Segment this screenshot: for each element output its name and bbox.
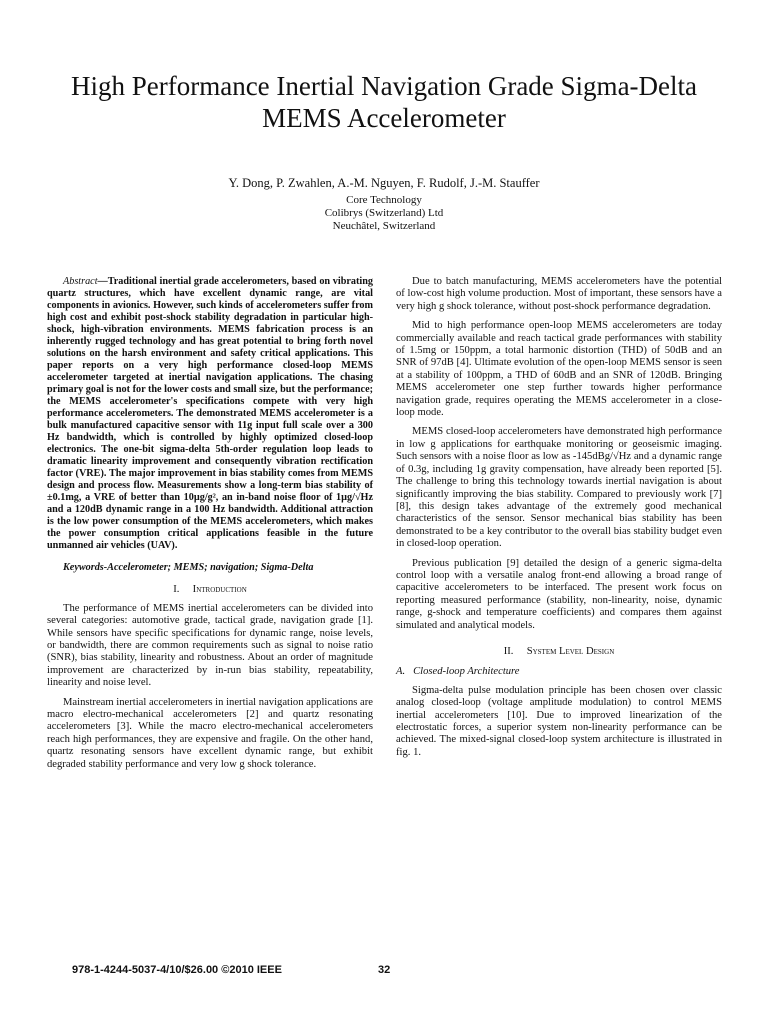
section-heading-system-level-design xyxy=(396,646,722,658)
paper-title: High Performance Inertial Navigation Grade Sigma-Delta MEMS Accelerometer xyxy=(70,71,698,133)
page-number: 32 xyxy=(378,964,391,976)
subsection-heading xyxy=(396,666,722,678)
isbn-copyright: 978-1-4244-5037-4/10/$26.00 ©2010 IEEE xyxy=(72,964,282,976)
abstract-dash: — xyxy=(97,276,108,287)
paragraph: Mid to high performance open-loop MEMS accelerometers are today commercially available and reach tactical grade performances with stability of 1.5mg or 150ppm, a total harmonic distortion (THD) of 50dB and an SNR of 97dB [4]. Ultimate evolution of the open-loop MEMS sensor is seen at a stability of 100ppm, a THD of 60dB and an SNR of 120dB. Bringing MEMS accelerometer one step further towards higher performance navigation grade, requires operating the MEMS accelerometer in a close-loop mode. xyxy=(396,320,722,419)
section-numeral: II. xyxy=(503,645,514,657)
paragraph: Sigma-delta pulse modulation principle has been chosen over classic analog closed-loop (voltage amplitude modulation) to control MEMS inertial accelerometers [10]. Due to improved linearization of the electrostatic forces, a superior system non-linearity performance can be achieved. The mixed-signal closed-loop system architecture is illustrated in fig. 1. xyxy=(396,684,722,758)
paragraph: MEMS closed-loop accelerometers have demonstrated high performance in low g applications for earthquake monitoring or geoseismic imaging. Such sensors with a noise floor as low as -145dBg/√Hz and a dynamic range of 0.3g, including 1g gravity compensation, have already been reported [5]. The challenge to bring this technology towards inertial navigation is about significantly improving the bias stability. Compared to previously work [7] [8], this design takes advantage of the extremely good mechanical characteristics of the sensor. Sensor mechanical bias stability has been demonstrated to be a key contributor to the overall bias stability budget even in closed-loop operation. xyxy=(396,426,722,550)
affiliation-line: Core Technology xyxy=(346,194,422,206)
paragraph: Previous publication [9] detailed the design of a generic sigma-delta control loop with a versatile analog front-end allowing a broad range of capacitive accelerometers to be interfaced. The present work focus on reporting measured performance (stability, non-linearity, noise, dynamic range, g-shock and temperature coefficients) and compares them against simulated and analytical models. xyxy=(396,557,722,631)
affiliation-line: Colibrys (Switzerland) Ltd xyxy=(324,207,444,219)
affiliation xyxy=(40,194,728,233)
keywords: Keywords-Accelerometer; MEMS; navigation; Sigma-Delta xyxy=(63,562,314,573)
subsection-title: Closed-loop Architecture xyxy=(413,666,520,678)
abstract-text: Traditional inertial grade accelerometers, based on vibrating quartz structures, which have excellent dynamic range, are vital components in avionics. However, such kinds of accelerometers suffer from high cost and exhibit post-shock stability degradation in particular high-shock, high-vibration environments. MEMS fabrication process is an inherently rugged technology and has great potential to bring forth novel solutions on the harsh environment and safety critical applications. This paper reports on a very high performance closed-loop MEMS accelerometer targeted at inertial navigation applications. The chasing primary goal is not for the lower costs and small size, but the performance; the MEMS accelerometer's specifications compete with very high performance accelerometers. The demonstrated MEMS accelerometer is a bulk manufactured capacitive sensor with 11g input full scale over a 300 Hz bandwidth, which is controlled by highly optimized closed-loop electronics. The one-bit sigma-delta 5th-order regulation loop leads to dramatic linearity improvement and consequently vibration rectification factor (VRE). The major improvement in bias stability comes from MEMS design and process flow. Measurements show a long-term bias stability of ±0.1mg, a VRE of better than 10µg/g², an in-band noise floor of 1µg/√Hz and a 120dB dynamic range in a 100 Hz bandwidth. Additional attraction is the low power consumption of the MEMS accelerometers, which makes the power consumption critical applications feasible in the future unmanned air vehicles (UAV). xyxy=(47,276,373,551)
abstract xyxy=(47,276,373,552)
section-heading-introduction xyxy=(47,584,373,596)
right-column xyxy=(396,276,722,766)
subsection-label: A. xyxy=(396,666,406,678)
affiliation-line: Neuchâtel, Switzerland xyxy=(332,220,436,232)
section-numeral: I. xyxy=(173,584,180,596)
paragraph: Mainstream inertial accelerometers in inertial navigation applications are macro electro-mechanical accelerometers [2] and quartz resonating accelerometers [3]. While the macro electro-mechanical accelerometers reach high performances, they are expensive and fragile. On the other hand, quartz resonating sensors have excellent dynamic range, but exhibit degraded stability performance and very low g shock tolerance. xyxy=(47,696,373,770)
page-footer xyxy=(0,964,768,978)
authors: Y. Dong, P. Zwahlen, A.-M. Nguyen, F. Rudolf, J.-M. Stauffer xyxy=(228,176,540,190)
left-column xyxy=(47,276,373,778)
section-title: Introduction xyxy=(192,584,247,596)
paragraph: Due to batch manufacturing, MEMS accelerometers have the potential of low-cost high volume production. Most of important, these sensors have a very high g shock tolerance, without post-shock performance degradation. xyxy=(396,276,722,312)
section-title: System Level Design xyxy=(526,645,615,657)
paragraph: The performance of MEMS inertial accelerometers can be divided into several categories: automotive grade, tactical grade, navigation grade [1]. While sensors have specific specifications for dynamic range, noise levels, or bandwidth, there are common requirements such as signal to noise ratio (SNR), bias stability, linearity and robustness. About an order of magnitude improvement are characterized by in-run bias stability, repeatability, linearity and noise level. xyxy=(47,602,373,689)
abstract-lead: Abstract xyxy=(63,276,98,287)
